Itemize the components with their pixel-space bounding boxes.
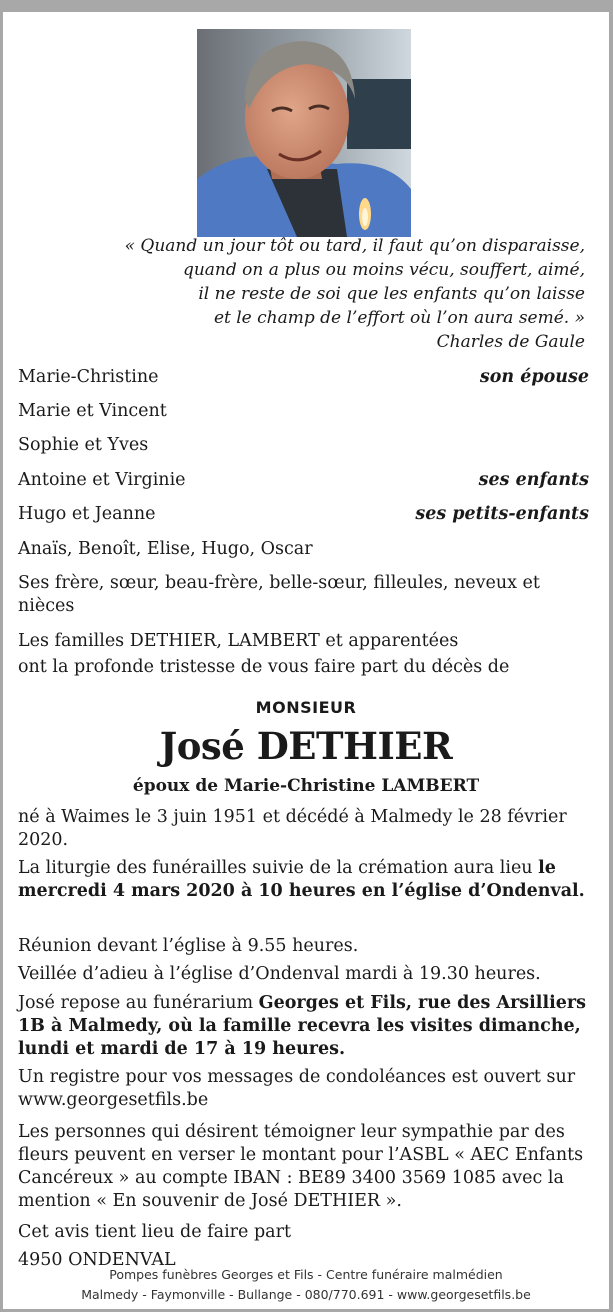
meeting: Réunion devant l’église à 9.55 heures. [18, 936, 359, 956]
family-row [18, 538, 589, 561]
donation: Les personnes qui désirent témoigner leur sympathie par des fleurs peuvent en verser le montant pour l’ASBL « AEC Enfants Cancéreux » au compte IBAN : BE89 3400 3569 1085 avec la mention « En souvenir de José DETHIER ». [18, 1122, 584, 1211]
family-name: Hugo et Jeanne [18, 504, 156, 524]
obituary-card [3, 12, 609, 1309]
family-name: Marie-Christine [18, 367, 159, 387]
footer-line: Pompes funèbres Georges et Fils - Centre funéraire malmédien [109, 1267, 503, 1282]
funeral-home-text: José repose au funérarium [18, 993, 259, 1013]
family-row [18, 366, 589, 389]
vigil: Veillée d’adieu à l’église d’Ondenval mardi à 19.30 heures. [18, 964, 541, 984]
notice: Cet avis tient lieu de faire part [18, 1222, 291, 1242]
register: Un registre pour vos messages de condoléances est ouvert sur www.georgesetfils.be [18, 1067, 576, 1110]
portrait-photo-icon [197, 29, 411, 237]
quote-line: « Quand un jour tôt ou tard, il faut qu’on disparaisse, [124, 236, 585, 256]
funeral-home-details: Georges et Fils, rue des Arsilliers 1B à Malmedy, où la famille recevra les visites dimanche, lundi et mardi de 17 à 19 heures. [18, 993, 586, 1059]
quote-line: et le champ de l’effort où l’on aura semé. » [213, 308, 585, 328]
family-row [18, 469, 589, 492]
family-name: Sophie et Yves [18, 435, 149, 455]
family-row [18, 434, 589, 457]
address: 4950 ONDENVAL [18, 1250, 176, 1270]
portrait-photo [197, 29, 411, 237]
families-line: ont la profonde tristesse de vous faire part du décès de [18, 657, 510, 677]
liturgy-date: le mercredi 4 mars 2020 à 10 heures en l’église d’Ondenval. [18, 858, 585, 901]
title: MONSIEUR [255, 698, 357, 717]
family-name: Anaïs, Benoît, Elise, Hugo, Oscar [18, 539, 313, 559]
quote-line: il ne reste de soi que les enfants qu’on laisse [198, 284, 585, 304]
liturgy-text: La liturgie des funérailles suivie de la crémation aura lieu [18, 858, 539, 878]
families-line: Les familles DETHIER, LAMBERT et apparentées [18, 631, 459, 651]
family-row [18, 400, 589, 423]
family-role: ses petits-enfants [415, 504, 589, 524]
family-role: son épouse [479, 367, 589, 387]
quote-author: Charles de Gaule [436, 332, 585, 352]
quote [125, 234, 585, 354]
relatives: Ses frère, sœur, beau-frère, belle-sœur, filleules, neveux et nièces [18, 573, 540, 616]
family-row [18, 503, 589, 526]
quote-line: quand on a plus ou moins vécu, souffert, aimé, [182, 260, 585, 280]
spouse-line: époux de Marie-Christine LAMBERT [132, 776, 480, 796]
family-name: Marie et Vincent [18, 401, 167, 421]
funeral-home [18, 992, 589, 1061]
family-role: ses enfants [478, 470, 589, 490]
deceased-name: José DETHIER [159, 724, 453, 768]
liturgy [18, 857, 589, 903]
family-name: Antoine et Virginie [18, 470, 186, 490]
birth-death: né à Waimes le 3 juin 1951 et décédé à Malmedy le 28 février 2020. [18, 807, 567, 850]
footer-line: Malmedy - Faymonville - Bullange - 080/770.691 - www.georgesetfils.be [81, 1287, 531, 1302]
